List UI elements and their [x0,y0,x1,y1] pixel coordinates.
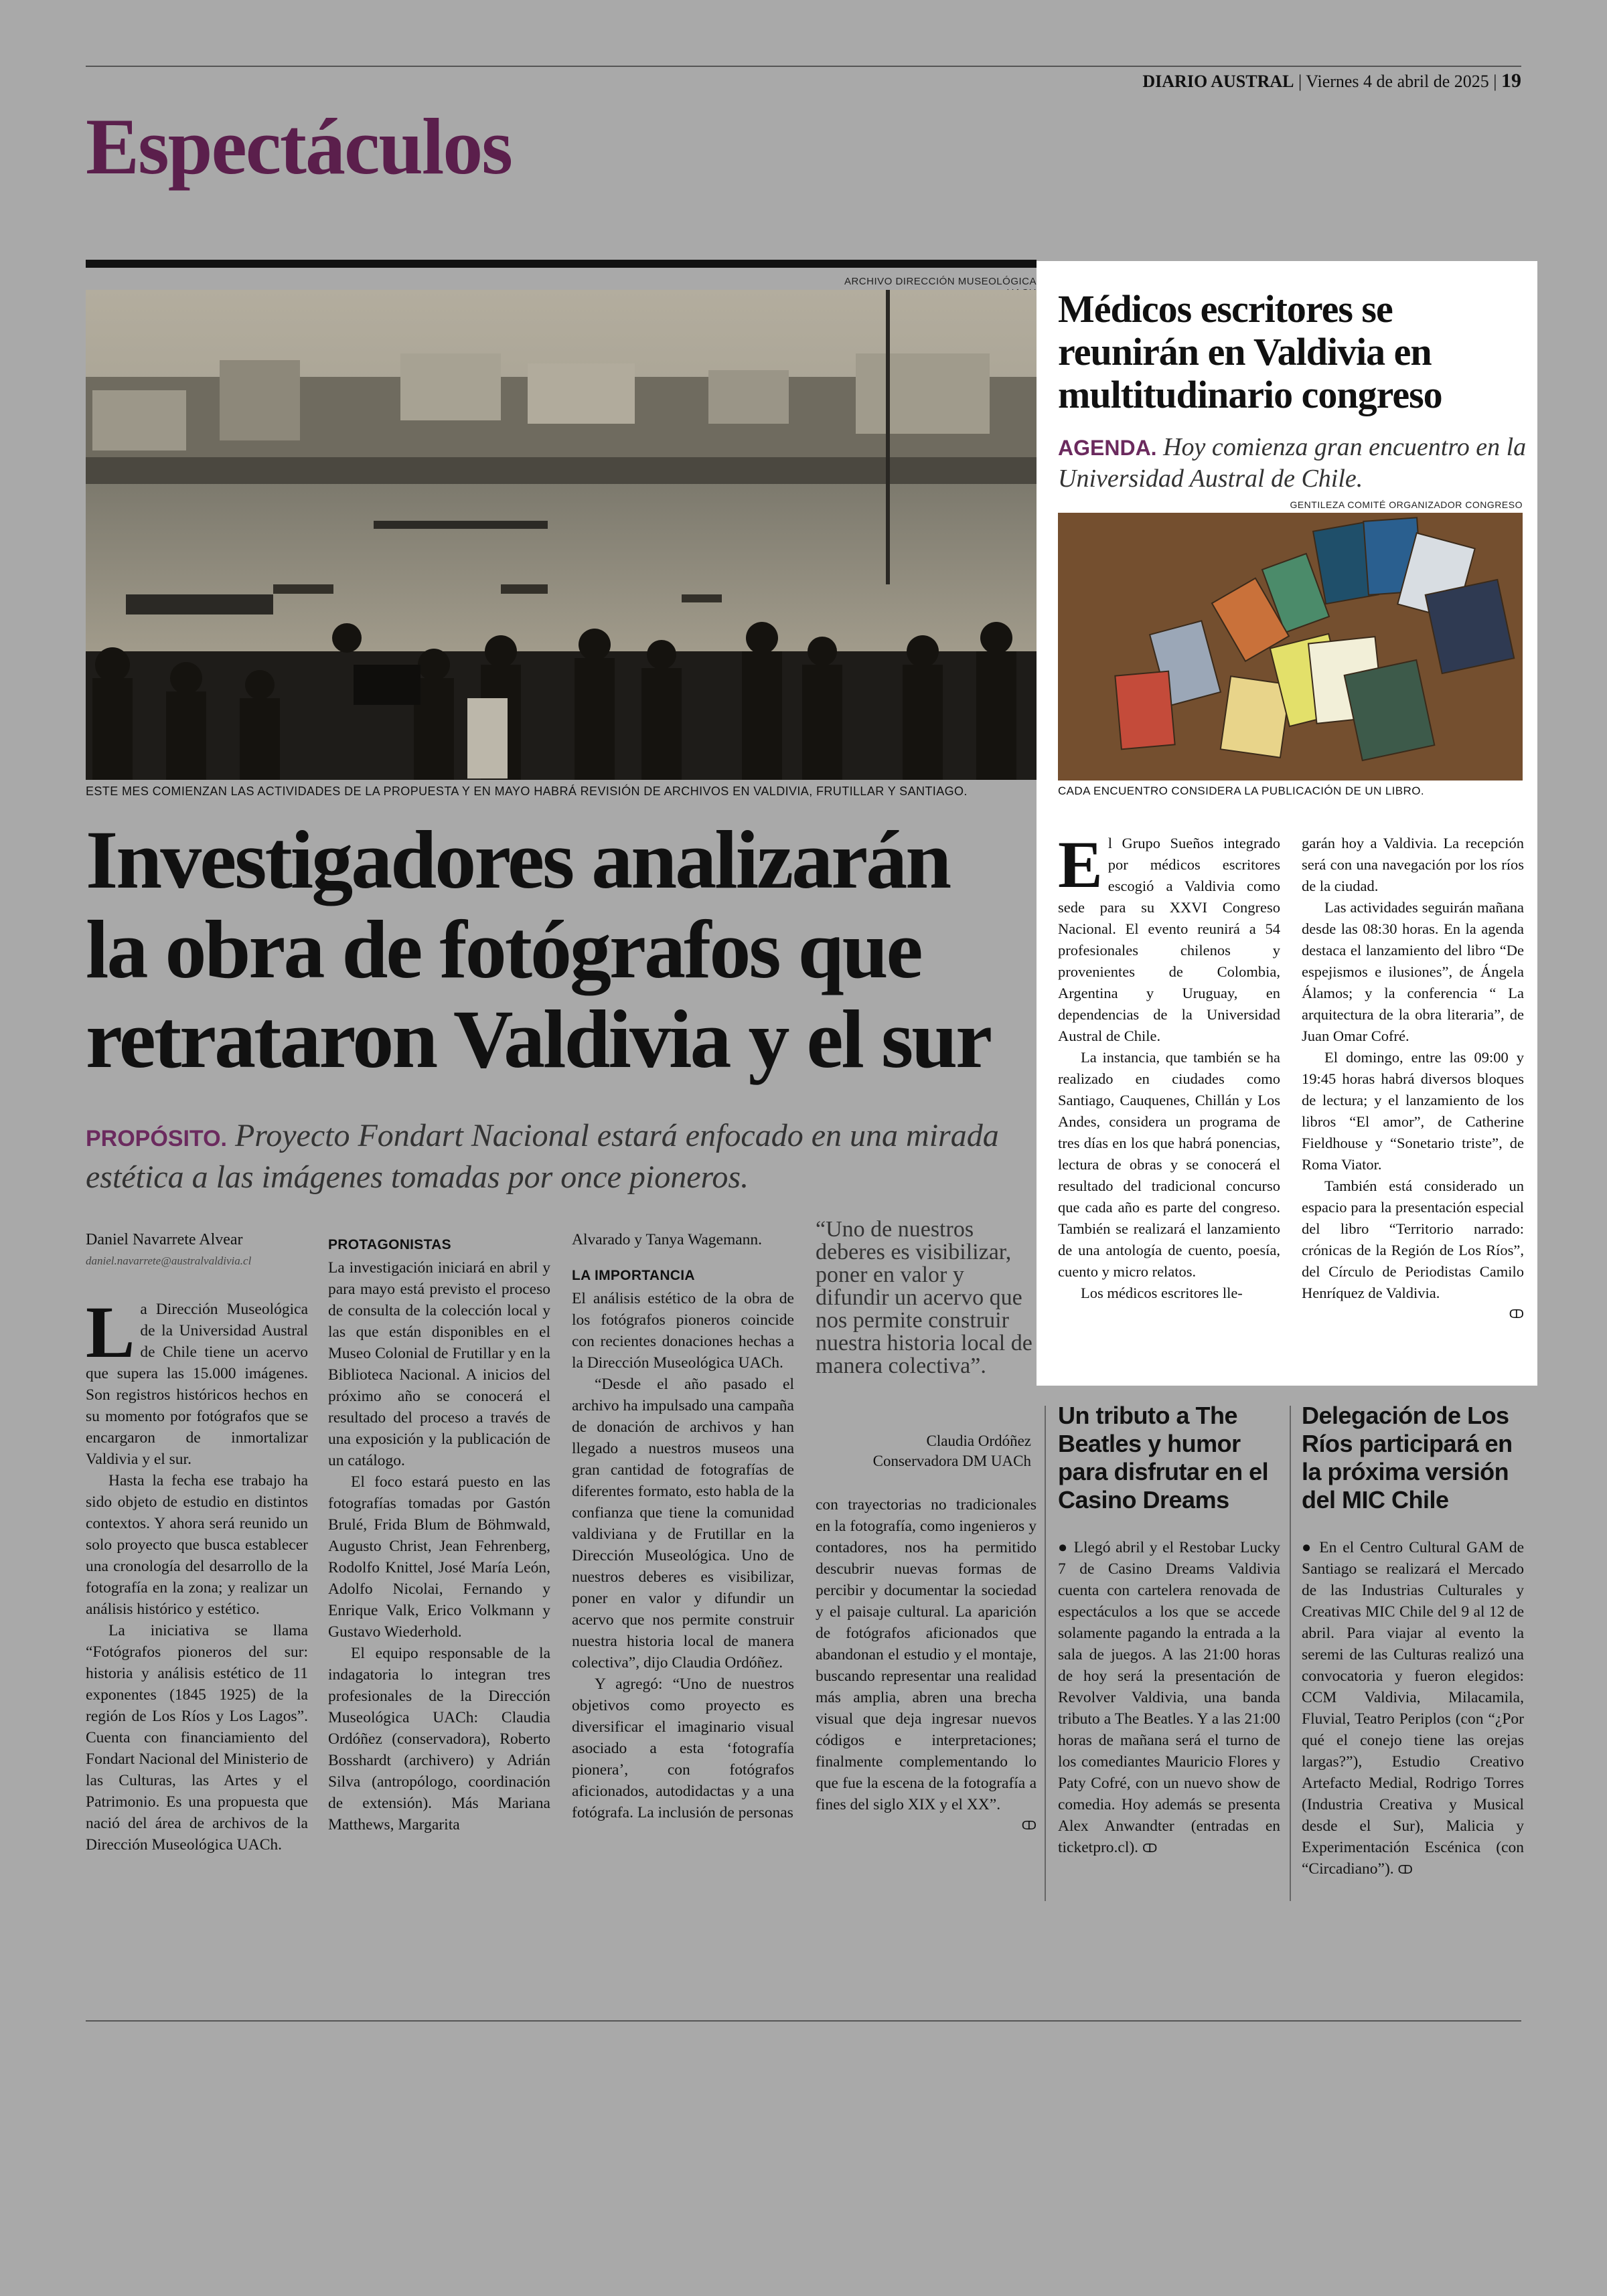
dropcap: L [86,1291,135,1373]
main-column-4: con trayectorias no tradicionales en la fotografía, como ingenieros y contadores, nos ha permitido descubrir nuevas formas de percibir y documentar la sociedad y el paisaje cultural. La aparición de fotógrafos aficionados que abandonan el estudio y el montaje, buscando representar una realidad más amplia, abren una brecha visual que deja ingresar nuevos códigos e interpretaciones; finalmente complementando lo que fue la escena de la fotografía a fines del siglo XIX y el XX”. ↀ [816,1494,1037,1837]
end-mark-icon: ↀ [1509,1307,1524,1321]
end-mark-icon: ↀ [1021,1819,1037,1833]
main-column-2: PROTAGONISTAS La investigación iniciará en abril y para mayo está previsto el proceso de consulta de la colección local y las que están disponibles en el Museo Colonial de Frutillar y en la Biblioteca Nacional. A inicios del próximo año se conocerá el resultado del proceso a través de una exposición y la publicación de un catálogo. El foco estará puesto en las fotografías tomadas por Gastón Brulé, Frida Blum de Böhmwald, Augusto Christ, Jean Fehrenberg, Rodolfo Knittel, José María León, Adolfo Nicolai, Fernando y Enrique Valk, Erico Volkmann y Gustavo Wiederhold. El equipo responsable de la indagatoria lo integran tres profesionales de la Dirección Museológica UACh: Claudia Ordóñez (conservadora), Roberto Bosshardt (archivero) y Adrián Silva (antropólogo, coordinación de extensión). Más Mariana Matthews, Margarita [328,1229,550,1835]
bullet-icon: ● [1302,1539,1314,1556]
bullet-icon: ● [1058,1539,1069,1556]
bottom-rule [86,2020,1521,2022]
sidebar-photo-caption: CADA ENCUENTRO CONSIDERA LA PUBLICACIÓN DE UN LIBRO. [1058,785,1424,797]
photo-credit: ARCHIVO DIRECCIÓN MUSEOLÓGICA [844,276,1037,287]
quote-author: Claudia Ordóñez [926,1432,1031,1449]
sidebar-column-1: El Grupo Sueños integrado por médicos escritores escogió a Valdivia como sede para su XXVI Congreso Nacional. El evento reunirá a 54 profesionales chilenos y provenientes de Colombia, Argentina y Uruguay, en dependencias de la Universidad Austral de Chile. La instancia, que también se ha realizado en ciudades como Santiago, Cauquenes, Chillán y Los Andes, considera un programa de tres días en los que habrá ponencias, lectura de obras y se conocerá el resultado del tradicional concurso que cada año es parte del congreso. También se realizará el lanzamiento de una antología de cuento, poesía, cuento y micro relatos. Los médicos escritores lle- [1058,827,1280,1301]
main-headline: Investigadores analizarán la obra de fotógrafos que retrataron Valdivia y el sur [86,814,991,1085]
story-top-bar [86,260,1037,268]
books-photo [1058,513,1523,781]
subhead-importancia: LA IMPORTANCIA [572,1268,695,1283]
masthead-paper: DIARIO AUSTRAL [1142,72,1294,91]
masthead: DIARIO AUSTRAL | Viernes 4 de abril de 2025 | 19 [1142,70,1521,92]
sidebar-column-2: garán hoy a Valdivia. La recepción será con una navegación por los ríos de la ciudad. Las actividades seguirán mañana desde las 08:30 horas. En la agenda destaca el lanzamiento del libro “De espejismos e ilusiones”, de Ángela Álamos; y la conferencia “ La arquitectura de la obra literaria”, de Juan Omar Cofré. El domingo, entre las 09:00 y 19:45 horas habrá diversos bloques de lectura; y el lanzamiento de los libros “El amor”, de Catherine Fieldhouse y “Sonetario triste”, de Roma Viator. También está considerado un espacio para la presentación especial del libro “Territorio narrado: crónicas de la Región de Los Ríos”, del Círculo de Periodistas Camilo Henríquez de Valdivia. ↀ [1302,833,1524,1325]
sidebar-dropcap: E [1058,827,1103,902]
main-column-3: Alvarado y Tanya Wagemann. LA IMPORTANCIA El análisis estético de la obra de los fotógrafos pioneros coincide con recientes donaciones hechas a la Dirección Museológica UACh. “Desde el año pasado el archivo ha impulsado una campaña de donación de archivos y han llegado a nuestros museos una gran cantidad de fotografías de diferentes formato, esto habla de la confianza que tiene la comunidad valdiviana y de Frutillar en la Dirección Museológica. Uno de nuestros deberes es visibilizar, poner en valor y difundir un acervo que nos permite construir nuestra historia local de manera colectiva”, dijo Claudia Ordóñez. Y agregó: “Uno de nuestros objetivos como proyecto es diversificar el imaginario visual asociado a esta ‘fotografía pionera’, con fotógrafos aficionados, autodidactas y a una fotógrafa. La inclusión de personas [572,1231,794,1821]
brief-mic-body: ● En el Centro Cultural GAM de Santiago se realizará el Mercado de las Industrias Culturales y Creativas MIC Chile del 9 al 12 de abril. Para viajar al evento la seremi de las Culturas realizó una convocatoria y fueron elegidos: CCM Valdivia, Milacamila, Fluvial, Teatro Periplos (con “¿Por qué el conejo tiene las orejas largas?”), Estudio Creativo Artefacto Medial, Rodrigo Torres (Industria Creativa y Musical desde el Sur), Malicia y Experimentación Escénica (con “Circadiano”). ↀ [1302,1539,1524,1878]
sidebar-kicker: AGENDA. [1058,436,1157,460]
section-title: Espectáculos [86,102,512,191]
page-number: 19 [1501,70,1521,92]
deck-kicker: PROPÓSITO. [86,1126,227,1151]
top-rule [86,66,1521,67]
byline-email: daniel.navarrete@australvaldivia.cl [86,1254,252,1267]
end-mark-icon: ↀ [1397,1863,1413,1877]
main-deck [86,1117,1050,1197]
masthead-date: Viernes 4 de abril de 2025 [1306,72,1489,91]
brief-beatles-body: ● Llegó abril y el Restobar Lucky 7 de Casino Dreams Valdivia cuenta con cartelera renovada de espectáculos a los que se accede solamente pagando la entrada a la sala de juegos. A las 21:00 horas de hoy será la presentación de Revolver Valdivia, una banda tributo a The Beatles. Y a las 21:00 horas de mañana será el turno de los comediantes Mauricio Flores y Paty Cofré, con un nuevo show de comedia. Hoy además se presenta Alex Anwandter (entradas en ticketpro.cl). ↀ [1058,1539,1280,1856]
end-mark-icon: ↀ [1142,1841,1158,1856]
subhead-protagonistas: PROTAGONISTAS [328,1237,451,1252]
sidebar-deck: AGENDA. Hoy comienza gran encuentro en la Universidad Austral de Chile. [1058,433,1527,493]
main-column-1: Daniel Navarrete Alvear daniel.navarrete@australvaldivia.cl La Dirección Museológica de la Universidad Austral de Chile tiene un acervo que supera las 15.000 imágenes. Son registros históricos hechos en su momento por fotógrafos que se encargaron de inmortalizar Valdivia y el sur. Hasta la fecha ese trabajo ha sido objeto de estudio en distintos contextos. Y ahora será reunido un solo proyecto que busca establecer una cronología del desarrollo de la fotografía en la zona; y realizar un análisis histórico y estético. La iniciativa se llama “Fotógrafos pioneros del sur: historia y análisis estético de 11 exponentes (1845 1925) de la región de Los Ríos y Los Lagos”. Cuenta con financiamiento del Fondart Nacional del Ministerio de las Culturas, las Artes y el Patrimonio. Es una propuesta que nació del área de archivos de la Dirección Museológica UACh. [86,1229,308,1856]
column-divider [1290,1406,1291,1901]
pull-quote: “Uno de nuestros deberes es visibilizar, poner en valor y difundir un acervo que nos permite construir nuestra historia local de manera colectiva”. [816,1217,1032,1378]
sidebar-photo-credit: GENTILEZA COMITÉ ORGANIZADOR CONGRESO [1290,499,1523,510]
quote-role: Conservadora DM UACh [872,1453,1031,1469]
archive-photo-regatta [86,290,1037,780]
photo-caption: ESTE MES COMIENZAN LAS ACTIVIDADES DE LA PROPUESTA Y EN MAYO HABRÁ REVISIÓN DE ARCHIVOS EN VALDIVIA, FRUTILLAR Y SANTIAGO. [86,785,968,798]
brief-beatles-headline: Un tributo a The Beatles y humor para disfrutar en el Casino Dreams [1058,1402,1269,1513]
brief-mic-headline: Delegación de Los Ríos participará en la próxima versión del MIC Chile [1302,1402,1513,1513]
byline: Daniel Navarrete Alvear [86,1231,243,1248]
sidebar-headline: Médicos escritores se reunirán en Valdivia en multitudinario congreso [1058,287,1442,416]
deck-text: Proyecto Fondart Nacional estará enfocado en una mirada estética a las imágenes tomadas por once pioneros. [86,1118,999,1195]
column-divider [1045,1406,1046,1901]
